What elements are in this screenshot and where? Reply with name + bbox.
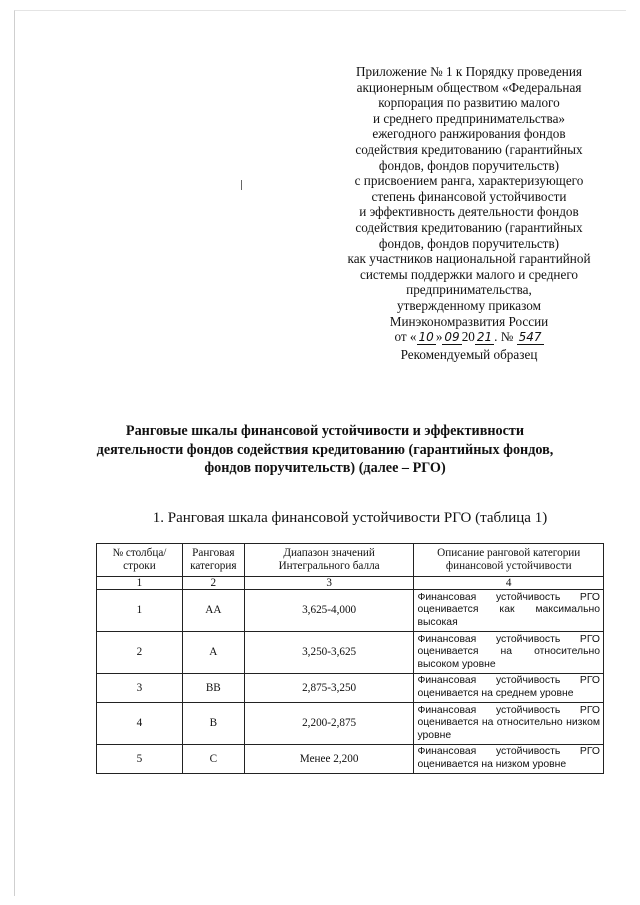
appendix-line: содействия кредитованию (гарантийных: [355, 219, 583, 235]
appendix-line: ежегодного ранжирования фондов: [372, 126, 566, 142]
order-year: 21: [476, 330, 493, 345]
header-cell: Описание ранговой категории финансовой устойчивости: [414, 544, 604, 577]
column-number-cell: 2: [182, 577, 244, 590]
table-row: [97, 632, 604, 674]
rank-category: АА: [182, 590, 244, 632]
order-month-sep: »: [435, 329, 443, 345]
row-number: 3: [97, 674, 183, 703]
score-range: 3,250-3,625: [244, 632, 414, 674]
appendix-line: фондов, фондов поручительств): [378, 157, 560, 173]
table-row: [97, 674, 604, 703]
header-cell: № столбца/строки: [97, 544, 183, 577]
row-number: 4: [97, 703, 183, 745]
column-number-cell: 4: [414, 577, 604, 590]
title-line: деятельности фондов содействия кредитованию (гарантийных фондов,: [96, 441, 554, 458]
page-title: [95, 422, 555, 478]
column-number-row: [97, 577, 604, 590]
appendix-line: как участников национальной гарантийной: [347, 251, 591, 267]
appendix-line: с присвоением ранга, характеризующего: [354, 173, 584, 189]
order-month: 09: [444, 330, 460, 345]
appendix-line: фондов, фондов поручительств): [378, 235, 560, 251]
category-description: Финансовая устойчивость РГО оценивается на относительно низком уровне: [414, 703, 604, 745]
rank-category: А: [182, 632, 244, 674]
appendix-block: [330, 64, 608, 346]
category-description: Финансовая устойчивость РГО оценивается на низком уровне: [414, 745, 604, 774]
rank-table: [96, 543, 604, 774]
sample-label: Рекомендуемый образец: [400, 347, 538, 362]
appendix-line: утвержденному приказом: [397, 297, 541, 313]
scan-artifact: [241, 180, 242, 190]
appendix-line: Приложение № 1 к Порядку проведения: [356, 64, 582, 79]
appendix-line: Минэкономразвития России: [389, 313, 549, 329]
column-number-cell: 3: [244, 577, 414, 590]
column-number-cell: 1: [97, 577, 183, 590]
score-range: 2,875-3,250: [244, 674, 414, 703]
table-row: [97, 745, 604, 774]
appendix-line: предпринимательства,: [406, 282, 532, 298]
header-cell: Диапазон значений Интегрального балла: [244, 544, 414, 577]
appendix-line: содействия кредитованию (гарантийных: [355, 141, 583, 157]
table-row: [97, 590, 604, 632]
category-description: Финансовая устойчивость РГО оценивается на среднем уровне: [414, 674, 604, 703]
row-number: 2: [97, 632, 183, 674]
order-year-prefix: 20: [461, 329, 475, 345]
row-number: 5: [97, 745, 183, 774]
table-header-row: [97, 544, 604, 577]
score-range: Менее 2,200: [244, 745, 414, 774]
table-caption: 1. Ранговая шкала финансовой устойчивости РГО (таблица 1): [152, 510, 548, 526]
table-row: [97, 703, 604, 745]
category-description: Финансовая устойчивость РГО оценивается на относительно высоком уровне: [414, 632, 604, 674]
order-number-prefix: . №: [494, 329, 514, 345]
order-number: 547: [518, 330, 542, 345]
appendix-line: и эффективность деятельности фондов: [359, 204, 579, 220]
header-cell: Ранговая категория: [182, 544, 244, 577]
appendix-line: корпорация по развитию малого: [378, 95, 560, 111]
appendix-line: степень финансовой устойчивости: [371, 188, 567, 204]
title-line: фондов поручительств) (далее – РГО): [204, 460, 446, 476]
title-line: Ранговые шкалы финансовой устойчивости и эффективности: [125, 423, 525, 439]
row-number: 1: [97, 590, 183, 632]
appendix-line: и среднего предпринимательства»: [372, 110, 566, 126]
category-description: Финансовая устойчивость РГО оценивается как максимально высокая: [414, 590, 604, 632]
order-day: 10: [418, 330, 434, 345]
score-range: 2,200-2,875: [244, 703, 414, 745]
score-range: 3,625-4,000: [244, 590, 414, 632]
order-prefix: от «: [394, 329, 417, 345]
rank-category: ВВ: [182, 674, 244, 703]
rank-category: В: [182, 703, 244, 745]
appendix-line: системы поддержки малого и среднего: [359, 266, 579, 282]
appendix-line: акционерным обществом «Федеральная: [356, 79, 582, 95]
rank-category: С: [182, 745, 244, 774]
order-date-line: [330, 329, 608, 346]
